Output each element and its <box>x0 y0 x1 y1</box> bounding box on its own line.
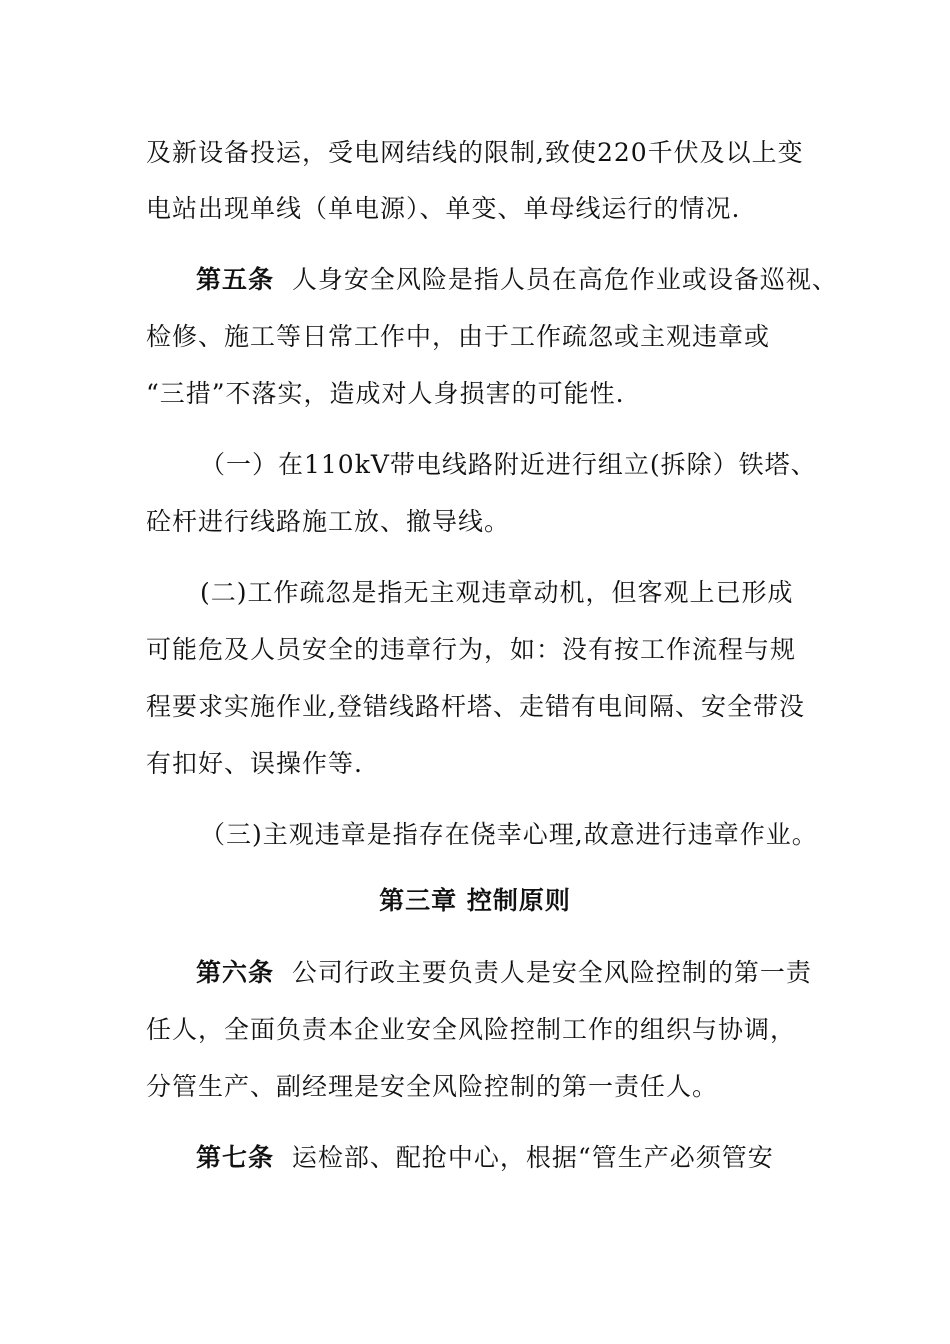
paragraph-line: 任人，全面负责本企业安全风险控制工作的组织与协调， <box>146 1015 797 1044</box>
paragraph-line: 电站出现单线（单电源）、单变、单母线运行的情况. <box>146 194 741 223</box>
list-item-line: （三)主观违章是指存在侥幸心理,故意进行违章作业。 <box>200 820 818 849</box>
paragraph-line: 可能危及人员安全的违章行为，如：没有按工作流程与规 <box>146 635 797 664</box>
article-text: 公司行政主要负责人是安全风险控制的第一责 <box>291 958 812 987</box>
article-5-line <box>196 263 838 297</box>
paragraph-line: 检修、施工等日常工作中，由于工作疏忽或主观违章或 <box>146 322 771 351</box>
article-7-line <box>196 1141 774 1175</box>
chapter-heading: 第三章 控制原则 <box>379 886 571 915</box>
list-item-line: (二)工作疏忽是指无主观违章动机，但客观上已形成 <box>200 578 794 607</box>
paragraph-line: “三措”不落实，造成对人身损害的可能性. <box>146 379 625 408</box>
article-label: 第五条 <box>196 265 275 294</box>
article-6-line <box>196 956 812 990</box>
article-text: 人身安全风险是指人员在高危作业或设备巡视、 <box>291 265 838 294</box>
paragraph-line: 有扣好、误操作等. <box>146 749 363 778</box>
paragraph-line: 程要求实施作业,登错线路杆塔、走错有电间隔、安全带没 <box>146 692 805 721</box>
article-label: 第七条 <box>196 1143 275 1172</box>
paragraph-line: 砼杆进行线路施工放、撤导线。 <box>146 507 511 536</box>
article-text: 运检部、配抢中心，根据“管生产必须管安 <box>291 1143 774 1172</box>
paragraph-line: 及新设备投运，受电网结线的限制,致使220千伏及以上变 <box>146 138 804 167</box>
paragraph-line: 分管生产、副经理是安全风险控制的第一责任人。 <box>146 1072 719 1101</box>
list-item-line: （一）在110kV带电线路附近进行组立(拆除）铁塔、 <box>200 450 817 479</box>
article-label: 第六条 <box>196 958 275 987</box>
